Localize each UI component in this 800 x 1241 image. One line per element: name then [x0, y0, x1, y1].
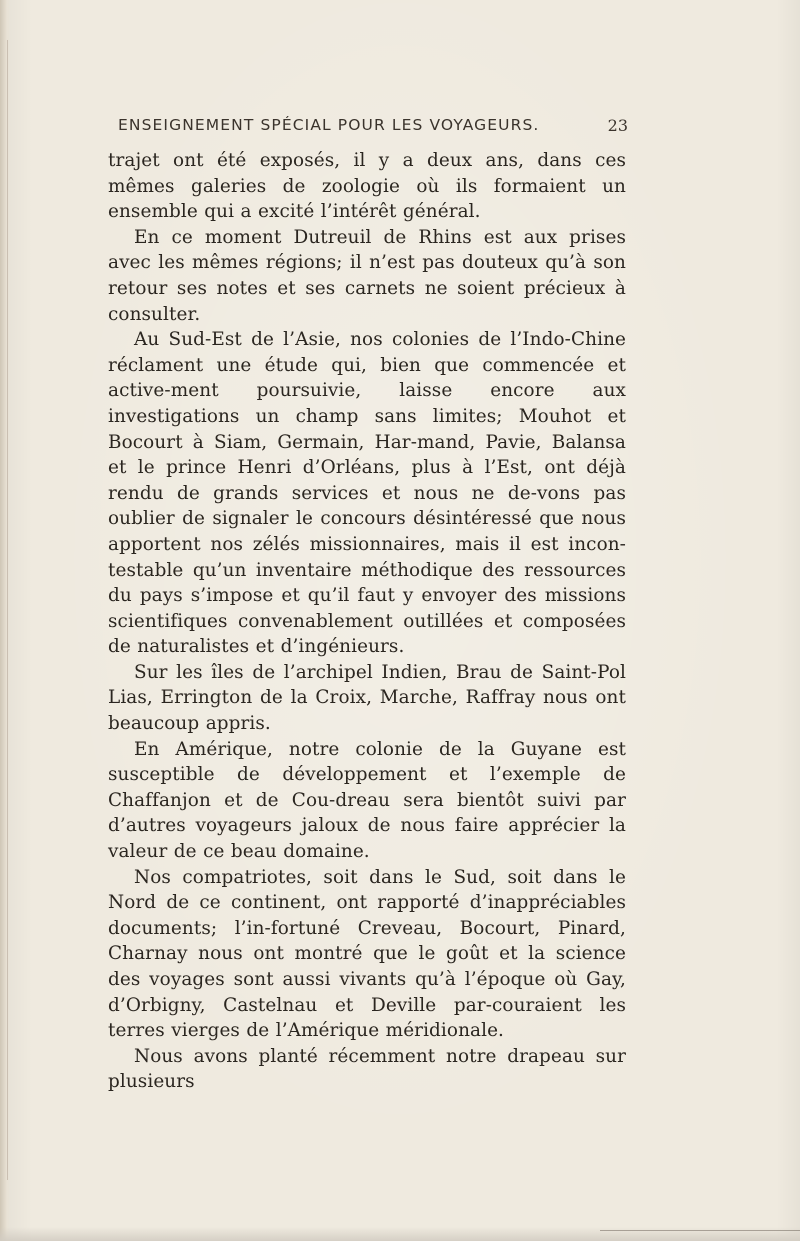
paragraph-continuation: trajet ont été exposés, il y a deux ans, dans ces mêmes galeries de zoologie où ils formaient un ensemble qui a excité l’intérêt général.	[108, 150, 626, 223]
running-head-title: ENSEIGNEMENT SPÉCIAL POUR LES VOYAGEURS.	[118, 116, 540, 134]
page-binding-edge	[0, 0, 10, 1241]
paragraph-indo-chine: Au Sud-Est de l’Asie, nos colonies de l’Indo-Chine réclament une étude qui, bien que commencée et active-ment poursuivie, laisse encore aux investigations un champ sans limites; Mouhot et Bocourt à Siam, Germain, Har-mand, Pavie, Balansa et le prince Henri d’Orléans, plus à l’Est, ont déjà rendu de grands services et nous ne de-vons pas oublier de signaler le concours désintéressé que nous apportent nos zélés missionnaires, mais il est incon-testable qu’un inventaire méthodique des ressources du pays s’impose et qu’il faut y envoyer des missions scientifiques convenablement outillées et composées de naturalistes et d’ingénieurs.	[108, 329, 626, 658]
body-text	[108, 148, 626, 1095]
paragraph-drapeau: Nous avons planté récemment notre drapeau sur plusieurs	[108, 1045, 626, 1093]
running-head	[118, 116, 628, 140]
binding-shadow-line	[7, 40, 8, 1180]
paragraph-dutreuil: En ce moment Dutreuil de Rhins est aux prises avec les mêmes régions; il n’est pas douteux qu’à son retour ses notes et ses carnets ne soient précieux à consulter.	[108, 226, 626, 325]
page-number: 23	[607, 116, 628, 135]
paragraph-archipel-indien: Sur les îles de l’archipel Indien, Brau de Saint-Pol Lias, Errington de la Croix, Marche, Raffray nous ont beaucoup appris.	[108, 661, 626, 735]
paragraph-amerique: En Amérique, notre colonie de la Guyane est susceptible de développement et l’exemple de Chaffanjon et de Cou-dreau sera bientôt suivi par d’autres voyageurs jaloux de nous faire apprécier la valeur de ce beau domaine.	[108, 738, 626, 863]
paragraph-compatriotes: Nos compatriotes, soit dans le Sud, soit dans le Nord de ce continent, ont rapporté d’inappréciables documents; l’in-fortuné Creveau, Bocourt, Pinard, Charnay nous ont montré que le goût et la science des voyages sont aussi vivants qu’à l’époque où Gay, d’Orbigny, Castelnau et Deville par-couraient les terres vierges de l’Amérique méridionale.	[108, 866, 626, 1042]
page-bottom-rule	[600, 1230, 800, 1231]
